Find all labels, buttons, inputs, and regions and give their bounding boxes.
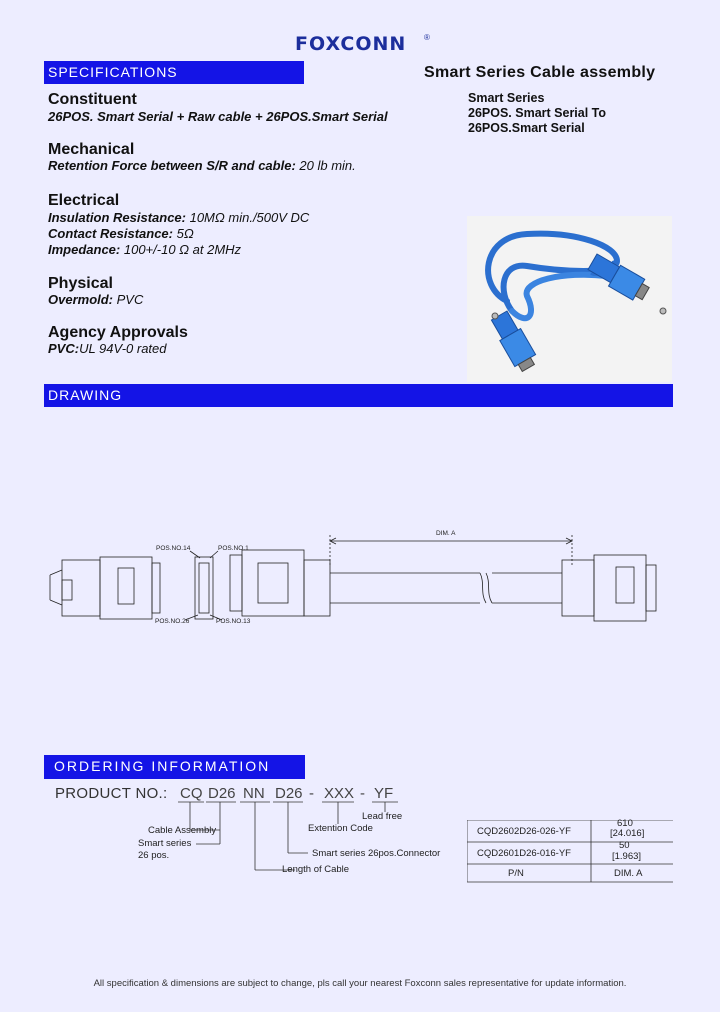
table-header-pn: P/N [508, 868, 524, 879]
product-subtitle-line: 26POS. Smart Serial To [468, 106, 607, 120]
annotation-length: Length of Cable [282, 864, 350, 875]
section-line: 26POS. Smart Serial + Raw cable + 26POS.Smart Serial [48, 109, 388, 124]
annotation-26pos: 26 pos. [138, 850, 170, 861]
pn-part: NN [243, 785, 265, 802]
foxconn-logo: FOXCONN [295, 33, 407, 55]
section-line: Contact Resistance: 5Ω [48, 226, 194, 241]
pn-part: - [309, 785, 314, 802]
table-cell-dim-mm: 50 [619, 840, 630, 851]
pn-part: - [360, 785, 365, 802]
annotation-cable-assembly: Cable Assembly [148, 825, 217, 836]
registered-mark: ® [424, 33, 430, 42]
table-cell-pn: CQD2601D26-016-YF [477, 848, 571, 859]
cable-drawing [40, 525, 680, 630]
pos-label: POS.NO.13 [216, 618, 251, 625]
pos-label: POS.NO.26 [155, 618, 190, 625]
cable-photo [467, 216, 672, 382]
pn-part: XXX [324, 785, 355, 802]
section-title-electrical: Electrical [48, 192, 120, 209]
product-no-label: PRODUCT NO.: [55, 785, 168, 802]
specifications-bar: SPECIFICATIONS [44, 61, 304, 84]
section-line: Overmold: PVC [48, 292, 144, 307]
product-title: Smart Series Cable assembly [424, 64, 656, 81]
pn-part: D26 [275, 785, 303, 802]
drawing-bar: DRAWING [44, 384, 673, 407]
pos-label: POS.NO.14 [156, 545, 191, 552]
section-line: PVC:UL 94V-0 rated [48, 341, 167, 356]
table-cell-dim-mm: 610 [617, 818, 633, 829]
dim-label: DIM. A [436, 530, 456, 537]
annotation-lead-free: Lead free [362, 811, 403, 822]
ordering-bar: ORDERING INFORMATION [44, 755, 305, 779]
table-cell-dim-in: [24.016] [610, 828, 645, 839]
table-header-dim: DIM. A [614, 868, 643, 879]
table-cell-pn: CQD2602D26-026-YF [477, 826, 571, 837]
section-title-agency: Agency Approvals [48, 324, 188, 341]
section-line: Retention Force between S/R and cable: 20 lb min. [48, 158, 356, 173]
pn-part: CQ [180, 785, 203, 802]
pos-label: POS.NO.1 [218, 545, 249, 552]
section-line: Insulation Resistance: 10MΩ min./500V DC [48, 210, 310, 225]
product-subtitle-line: 26POS.Smart Serial [468, 121, 585, 135]
annotation-smart-connector: Smart series 26pos.Connector [312, 848, 441, 859]
annotation-smart-series: Smart series [138, 838, 192, 849]
section-title-mechanical: Mechanical [48, 141, 135, 158]
pn-part: D26 [208, 785, 236, 802]
section-line: Impedance: 100+/-10 Ω at 2MHz [48, 242, 242, 257]
table-cell-dim-in: [1.963] [612, 851, 642, 862]
pn-part: YF [374, 785, 394, 802]
product-subtitle-line: Smart Series [468, 91, 545, 105]
footer-note: All specification & dimensions are subject to change, pls call your nearest Foxconn sales representative for update information. [93, 978, 627, 989]
annotation-extention-code: Extention Code [308, 823, 373, 834]
section-title-constituent: Constituent [48, 91, 137, 108]
section-title-physical: Physical [48, 275, 113, 292]
